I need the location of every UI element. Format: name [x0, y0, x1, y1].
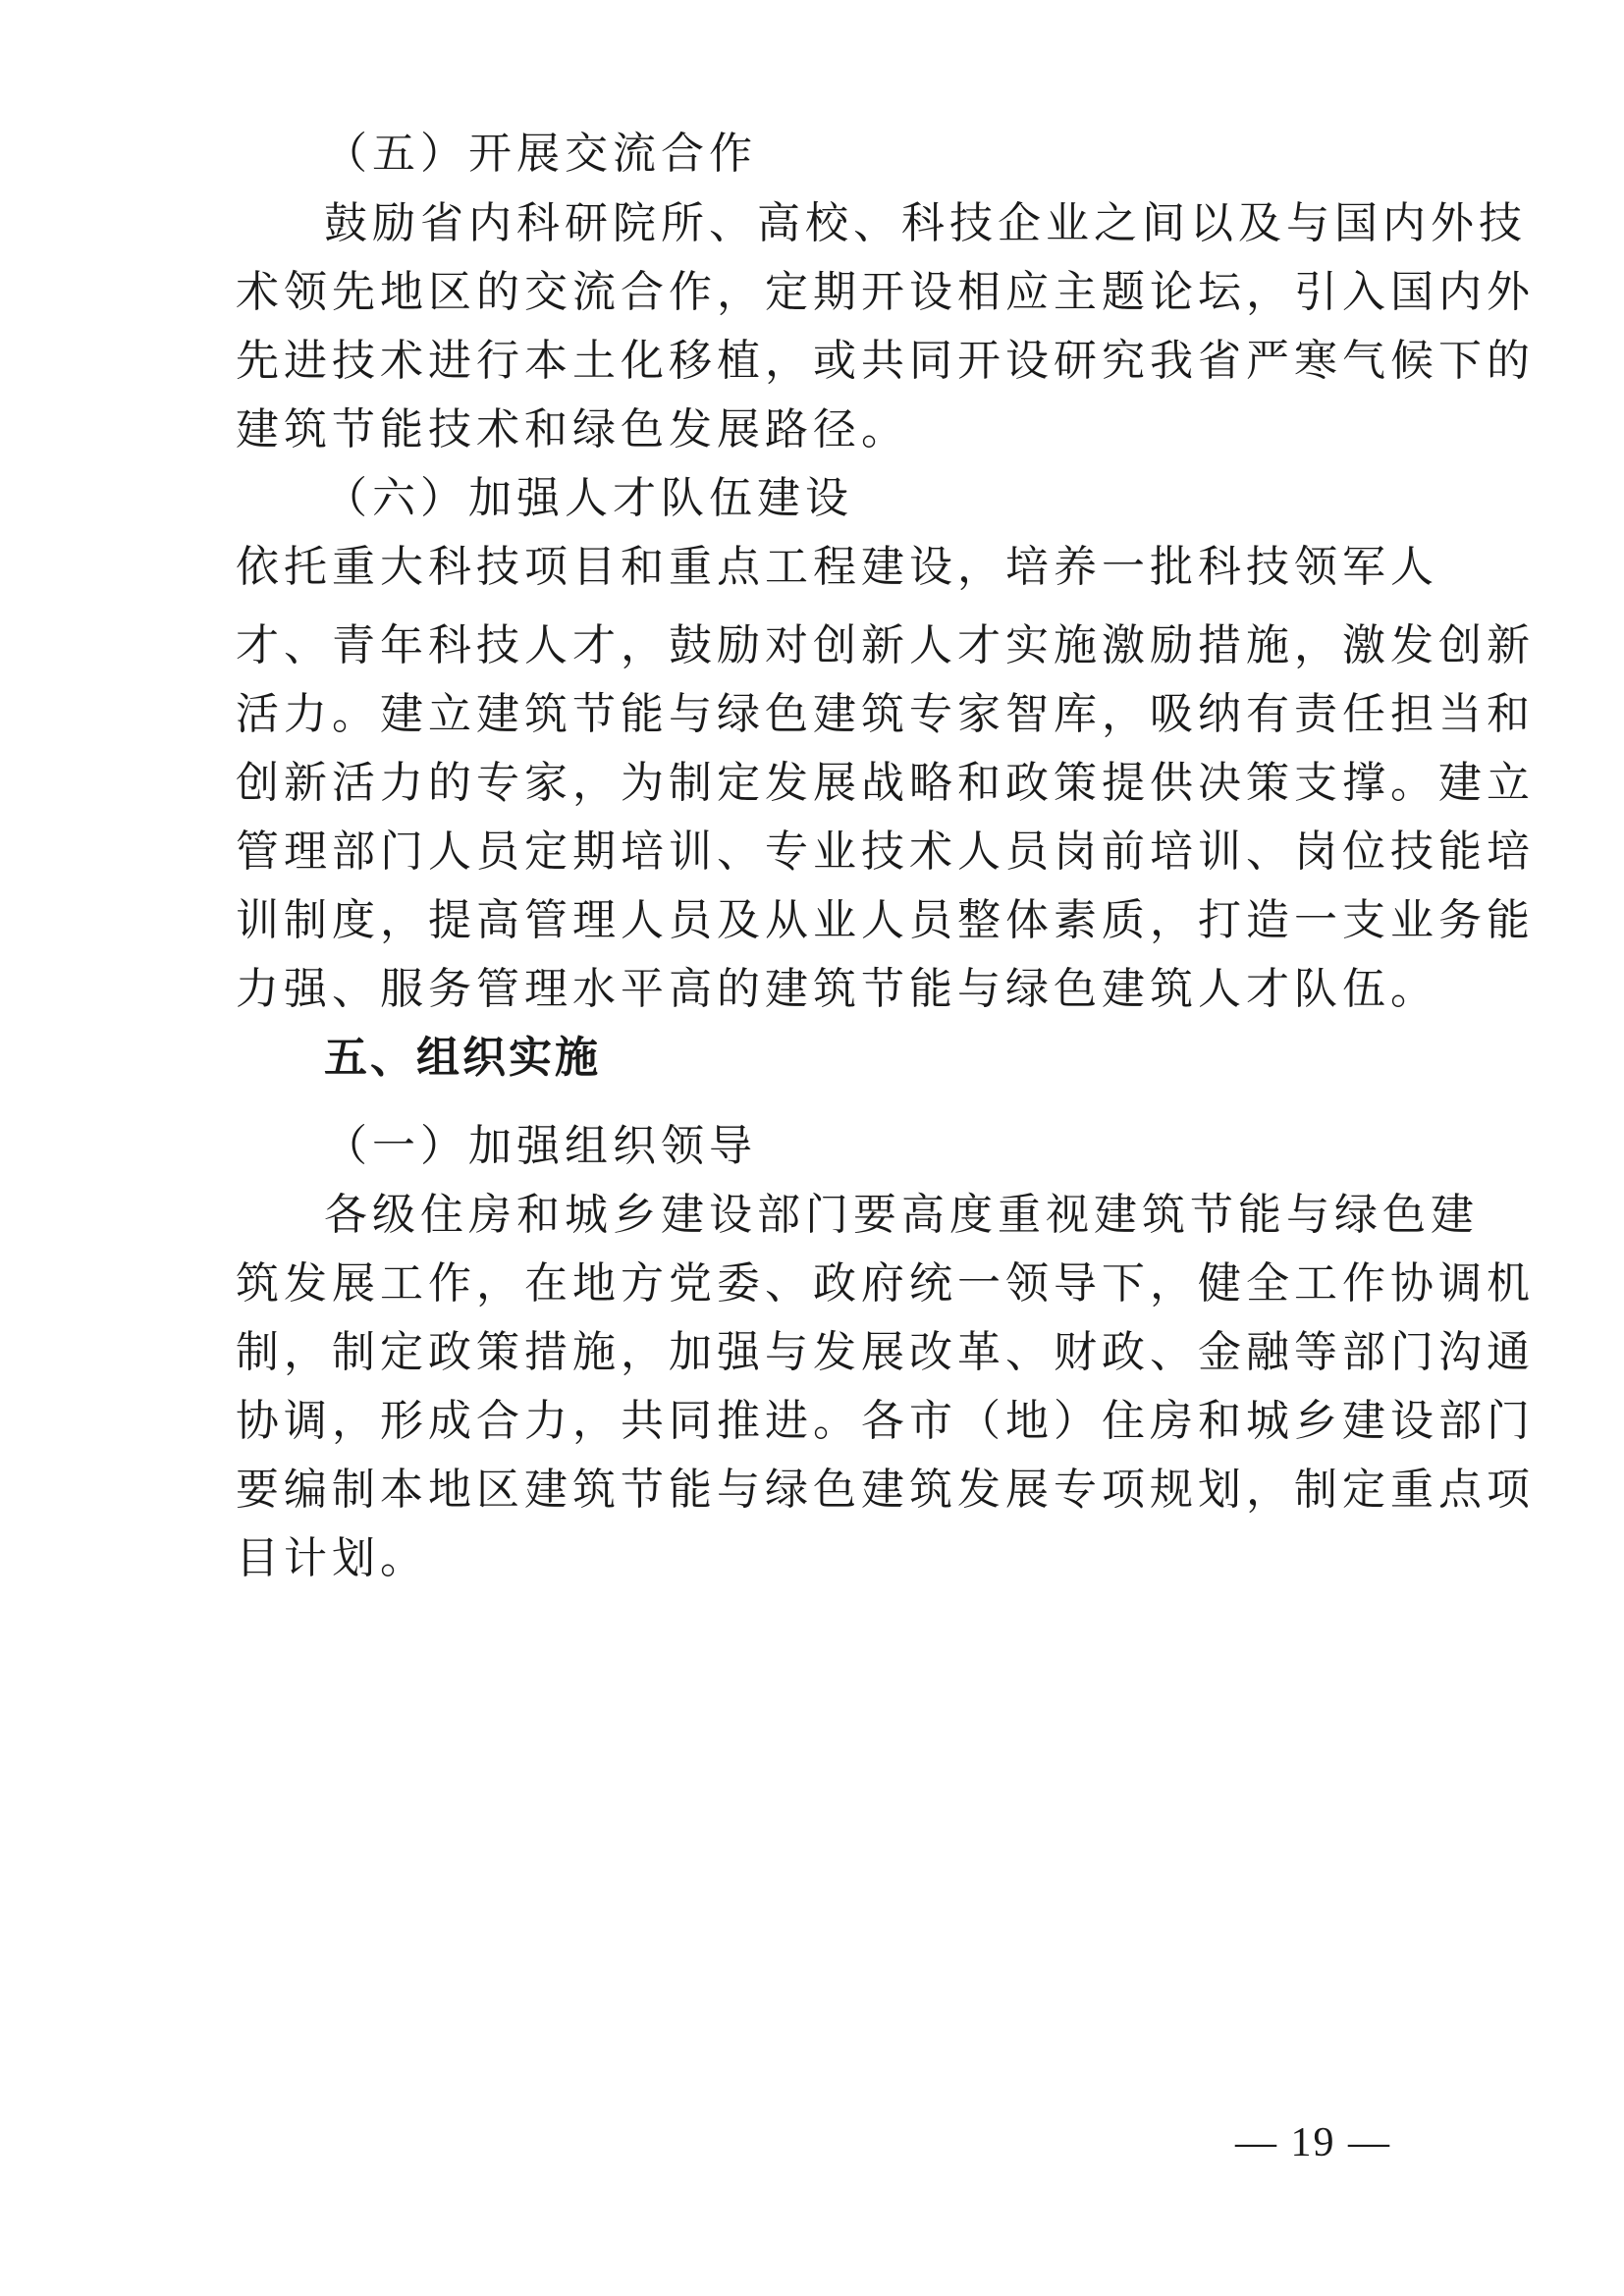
paragraph-line: 鼓励省内科研院所、高校、科技企业之间以及与国内外技 — [324, 198, 1527, 248]
paragraph-line: 活力。建立建筑节能与绿色建筑专家智库，吸纳有责任担当和 — [236, 689, 1535, 739]
paragraph-line: 才、青年科技人才，鼓励对创新人才实施激励措施，激发创新 — [236, 620, 1535, 670]
paragraph-line: 创新活力的专家，为制定发展战略和政策提供决策支撑。建立 — [236, 758, 1535, 808]
chapter-heading-organization-implementation: 五、组织实施 — [324, 1033, 601, 1083]
paragraph-line: 管理部门人员定期培训、专业技术人员岗前培训、岗位技能培 — [236, 827, 1535, 877]
paragraph-line: 力强、服务管理水平高的建筑节能与绿色建筑人才队伍。 — [236, 964, 1438, 1014]
paragraph-line: 训制度，提高管理人员及从业人员整体素质，打造一支业务能 — [236, 895, 1535, 945]
paragraph-line: 目计划。 — [236, 1533, 428, 1583]
paragraph-line: 要编制本地区建筑节能与绿色建筑发展专项规划，制定重点项 — [236, 1465, 1535, 1515]
paragraph-line: 协调，形成合力，共同推进。各市（地）住房和城乡建设部门 — [236, 1396, 1535, 1446]
paragraph-line: 建筑节能技术和绿色发展路径。 — [236, 404, 909, 454]
section-heading-organizational-leadership: （一）加强组织领导 — [324, 1121, 757, 1171]
page-number: — 19 — — [1235, 2120, 1391, 2165]
paragraph-line: 术领先地区的交流合作，定期开设相应主题论坛，引入国内外 — [236, 267, 1535, 317]
paragraph-line: 依托重大科技项目和重点工程建设，培养一批科技领军人 — [236, 542, 1438, 592]
paragraph-line: 制，制定政策措施，加强与发展改革、财政、金融等部门沟通 — [236, 1327, 1535, 1377]
paragraph-line: 筑发展工作，在地方党委、政府统一领导下，健全工作协调机 — [236, 1258, 1535, 1308]
paragraph-line: 各级住房和城乡建设部门要高度重视建筑节能与绿色建 — [324, 1190, 1479, 1240]
section-heading-exchange-cooperation: （五）开展交流合作 — [324, 129, 757, 179]
section-heading-talent-team: （六）加强人才队伍建设 — [324, 473, 853, 523]
paragraph-line: 先进技术进行本土化移植，或共同开设研究我省严寒气候下的 — [236, 336, 1535, 386]
